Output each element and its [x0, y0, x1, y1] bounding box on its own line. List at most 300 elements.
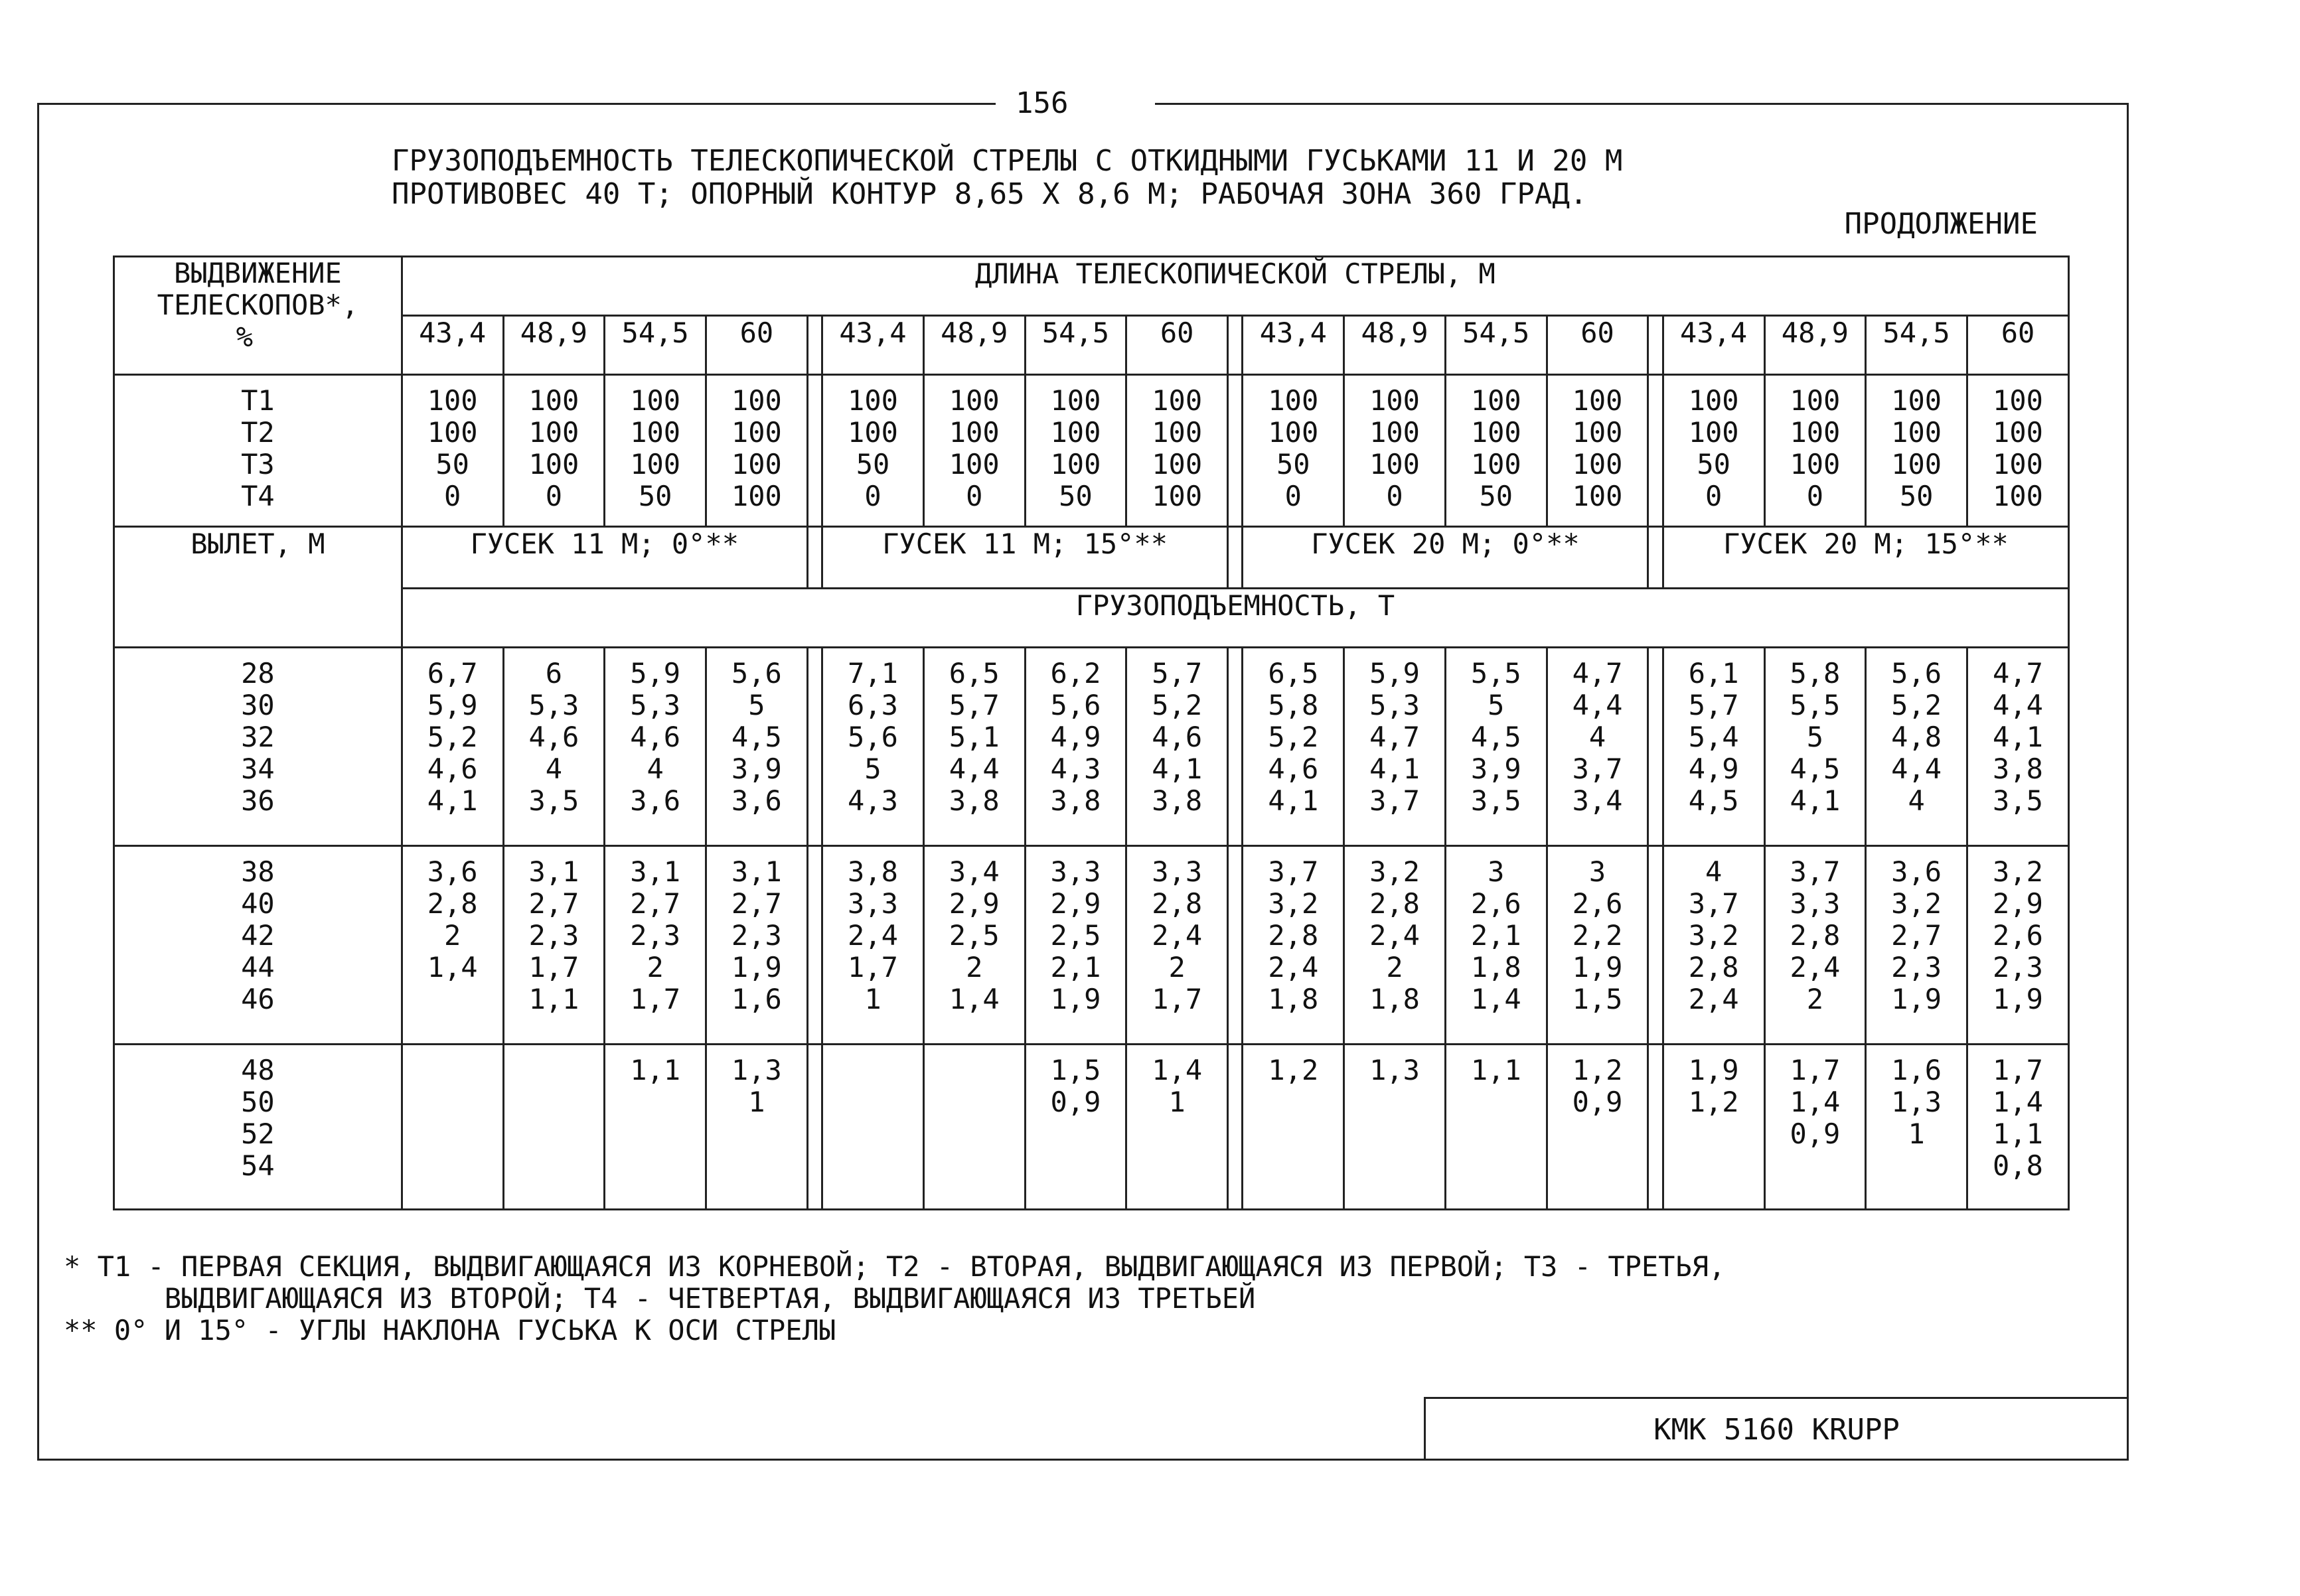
cell-value: 32	[241, 721, 275, 753]
capacity-list	[707, 856, 806, 1015]
cell-value: 2,4	[848, 919, 898, 952]
capacity-values	[1764, 648, 1866, 846]
cell-value: 4	[1705, 855, 1723, 888]
cell-value: 50	[1276, 448, 1310, 480]
cell-value: T3	[241, 448, 275, 480]
cell-value: 100	[1268, 384, 1319, 417]
cell-value: 1,4	[427, 951, 478, 983]
capacity-list	[707, 1054, 806, 1182]
cell-value: 1,4	[1470, 983, 1521, 1015]
cell-value	[1127, 1150, 1227, 1182]
cell-value: 2,4	[1152, 919, 1203, 952]
cell-value: 4,3	[848, 784, 898, 817]
cell-value: 2,3	[528, 919, 579, 952]
capacity-list	[605, 856, 705, 1015]
cell-value: 3,5	[1470, 784, 1521, 817]
block-separator	[1228, 648, 1243, 846]
boom-length-cell: 48,9	[923, 316, 1025, 375]
jib-config-header: ГУСЕК 11 М; 0°**	[402, 527, 807, 589]
cell-value: 3,7	[1268, 855, 1319, 888]
extension-value-list	[707, 385, 806, 512]
capacity-values	[402, 1045, 503, 1210]
cell-value: 46	[241, 983, 275, 1015]
cell-value: 50	[1059, 480, 1093, 512]
cell-value: 3,6	[731, 784, 782, 817]
cell-value: 3,8	[949, 784, 1000, 817]
boom-length-cell: 54,5	[1866, 316, 1967, 375]
cell-value: 1,8	[1268, 983, 1319, 1015]
title-line-1: ГРУЗОПОДЪЕМНОСТЬ ТЕЛЕСКОПИЧЕСКОЙ СТРЕЛЫ С ОТКИДНЫМИ ГУСЬКАМИ 11 И 20 М	[392, 144, 1623, 178]
cell-value	[403, 1054, 502, 1086]
capacity-values	[1243, 846, 1344, 1045]
block-separator	[807, 375, 822, 527]
cell-value: 100	[630, 448, 681, 480]
capacity-list	[1766, 856, 1865, 1015]
cell-value: 100	[1572, 416, 1623, 449]
cell-value: 1	[748, 1086, 765, 1118]
cell-value: 4,8	[1891, 721, 1942, 753]
cell-value: 1,1	[630, 1054, 681, 1086]
capacity-list	[1026, 1054, 1126, 1182]
cell-value: 1,4	[1790, 1086, 1841, 1118]
cell-value: 0	[966, 480, 983, 512]
extension-values	[605, 375, 706, 527]
extension-value-list	[1548, 385, 1648, 512]
capacity-list	[1243, 856, 1343, 1015]
cell-value: 50	[1479, 480, 1513, 512]
extension-value-list	[403, 385, 502, 512]
extension-values	[1663, 375, 1764, 527]
cell-value	[605, 1150, 705, 1182]
cell-value: 0	[1705, 480, 1723, 512]
cell-value: 2,9	[1050, 887, 1101, 920]
capacity-values	[923, 1045, 1025, 1210]
cell-value: 5,7	[1688, 689, 1739, 721]
capacity-header: ГРУЗОПОДЪЕМНОСТЬ, Т	[402, 589, 2068, 648]
cell-value: 4,4	[949, 753, 1000, 785]
cell-value: 50	[1899, 480, 1934, 512]
cell-value: 4,1	[1152, 753, 1203, 785]
radius-list	[115, 856, 401, 1015]
jib-config-header: ГУСЕК 20 М; 0°**	[1243, 527, 1648, 589]
capacity-list	[1127, 856, 1227, 1015]
cell-value: 100	[848, 416, 898, 449]
capacity-values	[706, 846, 807, 1045]
cell-value: 3,9	[731, 753, 782, 785]
cell-value: 1,7	[1790, 1054, 1841, 1086]
cell-value: 0,9	[1572, 1086, 1623, 1118]
cell-value: 2,4	[1369, 919, 1420, 952]
capacity-values	[1445, 846, 1547, 1045]
cell-value: 5,1	[949, 721, 1000, 753]
boom-length-cell: 54,5	[605, 316, 706, 375]
cell-value: 100	[1268, 416, 1319, 449]
capacity-values	[822, 1045, 924, 1210]
extension-values	[1547, 375, 1648, 527]
cell-value: 2	[647, 951, 664, 983]
cell-value: 3,4	[949, 855, 1000, 888]
cell-value: 1,2	[1688, 1086, 1739, 1118]
cell-value	[403, 1086, 502, 1118]
cell-value: 1,9	[1993, 983, 2043, 1015]
cell-value	[1345, 1118, 1444, 1150]
boom-length-cell: 48,9	[1764, 316, 1866, 375]
cell-value: 3,1	[528, 855, 579, 888]
block-separator	[1648, 648, 1663, 846]
block-separator	[1228, 1045, 1243, 1210]
cell-value	[707, 1118, 806, 1150]
jib-config-header: ГУСЕК 20 М; 15°**	[1663, 527, 2068, 589]
extension-value-list	[1867, 385, 1966, 512]
extension-values	[923, 375, 1025, 527]
cell-value	[1548, 1150, 1648, 1182]
capacity-list	[1345, 856, 1444, 1015]
cell-value: 6,5	[1268, 657, 1319, 689]
cell-value	[1026, 1150, 1126, 1182]
cell-value: 5,6	[1891, 657, 1942, 689]
extension-value-list	[925, 385, 1024, 512]
capacity-values	[1663, 846, 1764, 1045]
cell-value: 100	[1369, 448, 1420, 480]
cell-value: 5	[1488, 689, 1505, 721]
cell-value: 36	[241, 784, 275, 817]
cell-value: 4,7	[1572, 657, 1623, 689]
cell-value: 44	[241, 951, 275, 983]
cell-value	[1446, 1118, 1546, 1150]
cell-value: 3,7	[1790, 855, 1841, 888]
capacity-list	[1345, 1054, 1444, 1182]
extension-values	[1126, 375, 1228, 527]
boom-length-cell: 60	[1967, 316, 2068, 375]
cell-value: 100	[1152, 384, 1203, 417]
cell-value: 1,7	[848, 951, 898, 983]
cell-value: 100	[731, 416, 782, 449]
cell-value: 2,4	[1790, 951, 1841, 983]
cell-value: 100	[1470, 384, 1521, 417]
block-separator	[807, 1045, 822, 1210]
cell-value: 40	[241, 887, 275, 920]
cell-value: 3,2	[1369, 855, 1420, 888]
extension-value-list	[605, 385, 705, 512]
cell-value: 1,8	[1470, 951, 1521, 983]
extension-values	[402, 375, 503, 527]
cell-value: 5,3	[1369, 689, 1420, 721]
cell-value: 1,3	[1891, 1086, 1942, 1118]
cell-value: 4,6	[1268, 753, 1319, 785]
capacity-values	[503, 648, 605, 846]
capacity-values	[1866, 648, 1967, 846]
cell-value: 100	[1152, 480, 1203, 512]
cell-value: 4,4	[1993, 689, 2043, 721]
cell-value: 100	[1369, 416, 1420, 449]
cell-value: 28	[241, 657, 275, 689]
cell-value: 1,3	[731, 1054, 782, 1086]
cell-value: 5,3	[528, 689, 579, 721]
capacity-list	[1548, 1054, 1648, 1182]
cell-value: T2	[241, 416, 275, 449]
capacity-list	[504, 658, 604, 817]
capacity-values	[1126, 1045, 1228, 1210]
page-number: 156	[1016, 86, 1069, 120]
cell-value: 1,6	[731, 983, 782, 1015]
capacity-values	[503, 1045, 605, 1210]
cell-value: 2,7	[630, 887, 681, 920]
cell-value	[823, 1150, 923, 1182]
capacity-values	[1025, 1045, 1126, 1210]
cell-value: 42	[241, 919, 275, 952]
footnote-1-line-2: ВЫДВИГАЮЩАЯСЯ ИЗ ВТОРОЙ; T4 - ЧЕТВЕРТАЯ, ВЫДВИГАЮЩАЯСЯ ИЗ ТРЕТЬЕЙ	[64, 1282, 1256, 1315]
capacity-values	[605, 846, 706, 1045]
capacity-list	[1968, 1054, 2068, 1182]
capacity-values	[706, 648, 807, 846]
cell-value: 2	[1806, 983, 1824, 1015]
cell-value: 3,2	[1993, 855, 2043, 888]
extension-values	[1967, 375, 2068, 527]
extension-values	[503, 375, 605, 527]
cell-value: 2	[444, 919, 461, 952]
cell-value: 100	[1993, 384, 2043, 417]
cell-value: 2,8	[1790, 919, 1841, 952]
cell-value: 5,6	[848, 721, 898, 753]
cell-value: 7,1	[848, 657, 898, 689]
cell-value: 4,1	[1369, 753, 1420, 785]
cell-value: 4,1	[1790, 784, 1841, 817]
radius-label: ВЫЛЕТ, М	[114, 527, 402, 648]
capacity-list	[403, 856, 502, 1015]
cell-value: 100	[1470, 448, 1521, 480]
cell-value: 1,7	[1993, 1054, 2043, 1086]
block-separator	[1648, 1045, 1663, 1210]
cell-value: 3,1	[731, 855, 782, 888]
cell-value: 1,4	[1993, 1086, 2043, 1118]
cell-value: 100	[731, 384, 782, 417]
cell-value: 3,4	[1572, 784, 1623, 817]
cell-value: 3,6	[630, 784, 681, 817]
capacity-values	[1344, 1045, 1446, 1210]
block-separator	[1228, 316, 1243, 375]
cell-value: 1,5	[1572, 983, 1623, 1015]
cell-value: 3,7	[1369, 784, 1420, 817]
capacity-values	[1547, 648, 1648, 846]
cell-value: 50	[1697, 448, 1730, 480]
cell-value: 0,9	[1790, 1118, 1841, 1150]
block-separator	[1648, 527, 1663, 589]
cell-value: 1,6	[1891, 1054, 1942, 1086]
cell-value: 3,3	[848, 887, 898, 920]
cell-value: 3,1	[630, 855, 681, 888]
extension-values	[706, 375, 807, 527]
cell-value: 6,2	[1050, 657, 1101, 689]
cell-value: 3,8	[1050, 784, 1101, 817]
cell-value: 100	[1891, 384, 1942, 417]
cell-value	[1026, 1118, 1126, 1150]
cell-value	[1127, 1118, 1227, 1150]
cell-value: 2,7	[1891, 919, 1942, 952]
cell-value: 100	[949, 448, 1000, 480]
capacity-list	[1766, 1054, 1865, 1182]
capacity-list	[1664, 1054, 1764, 1182]
cell-value: 100	[1688, 416, 1739, 449]
cell-value: 2	[966, 951, 983, 983]
cell-value: 100	[528, 384, 579, 417]
cell-value: 1,7	[1152, 983, 1203, 1015]
capacity-list	[504, 856, 604, 1015]
cell-value	[925, 1118, 1024, 1150]
cell-value: 2,1	[1050, 951, 1101, 983]
cell-value: 1,4	[1152, 1054, 1203, 1086]
cell-value: 100	[1152, 416, 1203, 449]
cell-value: 34	[241, 753, 275, 785]
cell-value: 100	[1993, 416, 2043, 449]
cell-value	[1446, 1150, 1546, 1182]
extension-value-list	[1243, 385, 1343, 512]
cell-value: 100	[1050, 416, 1101, 449]
cell-value	[1664, 1150, 1764, 1182]
cell-value: 4	[647, 753, 664, 785]
cell-value: 54	[241, 1149, 275, 1182]
cell-value: 100	[1790, 384, 1841, 417]
cell-value: 0	[1386, 480, 1403, 512]
cell-value: 3,3	[1152, 855, 1203, 888]
block-separator	[1648, 316, 1663, 375]
cell-value	[707, 1150, 806, 1182]
cell-value: 5,5	[1470, 657, 1521, 689]
cell-value: 4,1	[1268, 784, 1319, 817]
cell-value: 4,9	[1050, 721, 1101, 753]
capacity-values	[822, 846, 924, 1045]
cell-value: 100	[1891, 416, 1942, 449]
capacity-list	[1548, 856, 1648, 1015]
extension-values	[1764, 375, 1866, 527]
cell-value: 6,5	[949, 657, 1000, 689]
cell-value: 100	[528, 448, 579, 480]
capacity-values	[1243, 1045, 1344, 1210]
cell-value: 3,6	[427, 855, 478, 888]
cell-value: 100	[949, 384, 1000, 417]
cell-value: 5,7	[949, 689, 1000, 721]
cell-value	[1664, 1118, 1764, 1150]
block-separator	[1648, 375, 1663, 527]
footnote-1-line-1: * T1 - ПЕРВАЯ СЕКЦИЯ, ВЫДВИГАЮЩАЯСЯ ИЗ КОРНЕВОЙ; T2 - ВТОРАЯ, ВЫДВИГАЮЩАЯСЯ ИЗ ПЕРВОЙ; T3 - ТРЕТЬЯ,	[64, 1250, 1726, 1283]
cell-value: 1,1	[1470, 1054, 1521, 1086]
cell-value: 1,2	[1572, 1054, 1623, 1086]
capacity-list	[1446, 658, 1546, 817]
cell-value: 100	[1572, 480, 1623, 512]
cell-value: 2,2	[1572, 919, 1623, 952]
cell-value: 100	[848, 384, 898, 417]
cell-value: 5	[748, 689, 765, 721]
cell-value: 3,6	[1891, 855, 1942, 888]
capacity-list	[1867, 658, 1966, 817]
capacity-list	[605, 658, 705, 817]
cell-value	[403, 1150, 502, 1182]
cell-value	[1243, 1150, 1343, 1182]
cell-value: 1,3	[1369, 1054, 1420, 1086]
cell-value: 5,9	[1369, 657, 1420, 689]
cell-value: 2,3	[1993, 951, 2043, 983]
cell-value: 100	[1572, 448, 1623, 480]
cell-value: 2,6	[1470, 887, 1521, 920]
cell-value: 2,6	[1572, 887, 1623, 920]
boom-length-cell: 54,5	[1445, 316, 1547, 375]
cell-value: 3,2	[1891, 887, 1942, 920]
cell-value: 4,4	[1572, 689, 1623, 721]
cell-value	[925, 1054, 1024, 1086]
capacity-list	[1664, 856, 1764, 1015]
continuation-label: ПРОДОЛЖЕНИЕ	[1844, 207, 2038, 241]
block-separator	[807, 648, 822, 846]
boom-length-cell: 60	[706, 316, 807, 375]
cell-value: 4,6	[630, 721, 681, 753]
block-separator	[1228, 527, 1243, 589]
cell-value: 4	[1908, 784, 1925, 817]
cell-value: 3,8	[1152, 784, 1203, 817]
cell-value: 4,9	[1688, 753, 1739, 785]
cell-value	[823, 1118, 923, 1150]
boom-length-cell: 54,5	[1025, 316, 1126, 375]
cell-value: 6	[545, 657, 563, 689]
cell-value: 2,9	[1993, 887, 2043, 920]
cell-value: 3,2	[1268, 887, 1319, 920]
cell-value: 5,9	[427, 689, 478, 721]
cell-value: 1,9	[1688, 1054, 1739, 1086]
telescope-labels	[114, 375, 402, 527]
capacity-list	[1446, 856, 1546, 1015]
boom-length-cell: 43,4	[822, 316, 924, 375]
cell-value: 50	[856, 448, 890, 480]
cell-value	[925, 1150, 1024, 1182]
cell-value	[1766, 1150, 1865, 1182]
cell-value: 5,2	[427, 721, 478, 753]
cell-value: 5,6	[1050, 689, 1101, 721]
radius-list	[115, 658, 401, 817]
cell-value: 100	[1152, 448, 1203, 480]
capacity-values	[402, 648, 503, 846]
boom-length-cell: 60	[1547, 316, 1648, 375]
cell-value: 1,7	[528, 951, 579, 983]
radius-values	[114, 1045, 402, 1210]
cell-value: 4,7	[1993, 657, 2043, 689]
cell-value: 1,1	[528, 983, 579, 1015]
capacity-values	[1764, 1045, 1866, 1210]
cell-value	[823, 1054, 923, 1086]
block-separator	[807, 316, 822, 375]
capacity-values	[923, 846, 1025, 1045]
capacity-list	[925, 856, 1024, 1015]
cell-value: 100	[1993, 480, 2043, 512]
capacity-values	[1967, 846, 2068, 1045]
cell-value: 0	[444, 480, 461, 512]
extension-label	[114, 257, 402, 375]
cell-value: 2,4	[1688, 983, 1739, 1015]
capacity-values	[605, 648, 706, 846]
capacity-list	[1968, 658, 2068, 817]
boom-length-cell: 43,4	[1243, 316, 1344, 375]
cell-value: 52	[241, 1118, 275, 1150]
cell-value: 4,1	[1993, 721, 2043, 753]
page-title	[392, 145, 1622, 211]
cell-value: 4,5	[1790, 753, 1841, 785]
cell-value: 1,5	[1050, 1054, 1101, 1086]
capacity-values	[402, 846, 503, 1045]
extension-values	[1445, 375, 1547, 527]
capacity-list	[1867, 856, 1966, 1015]
radius-values	[114, 846, 402, 1045]
cell-value: 5,5	[1790, 689, 1841, 721]
cell-value	[1243, 1086, 1343, 1118]
cell-value: 2,7	[528, 887, 579, 920]
cell-value: 1,9	[1572, 951, 1623, 983]
